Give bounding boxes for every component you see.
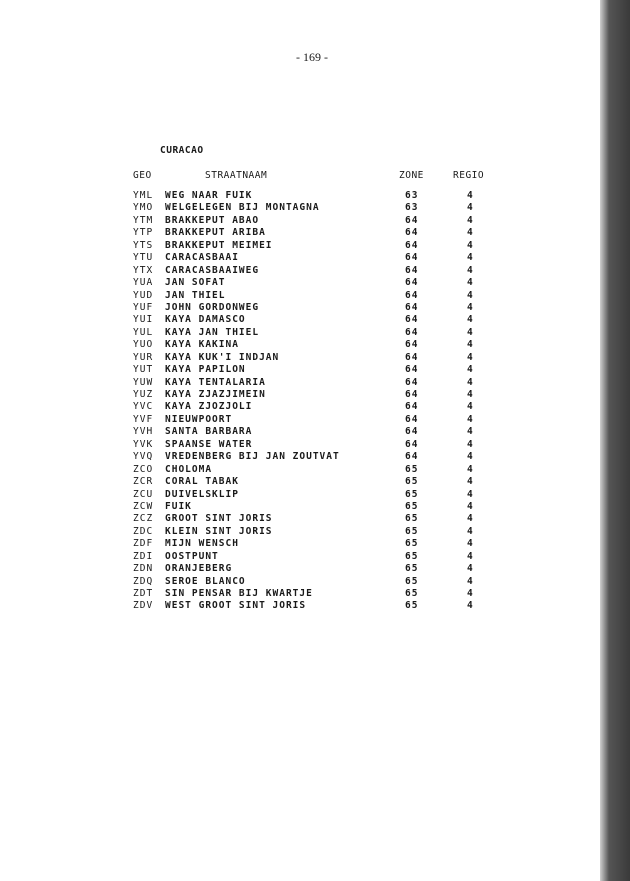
street-name: VREDENBERG BIJ JAN ZOUTVAT: [165, 451, 340, 463]
regio-value: 4: [467, 339, 474, 351]
zone-value: 64: [405, 252, 419, 264]
regio-value: 4: [467, 500, 474, 512]
regio-value: 4: [467, 401, 474, 413]
geo-code: YTX: [133, 264, 154, 276]
regio-value: 4: [467, 538, 474, 550]
street-name: SIN PENSAR BIJ KWARTJE: [165, 588, 313, 599]
geo-code: YMO: [133, 202, 154, 214]
zone-value: 65: [405, 476, 419, 488]
regio-value: 4: [467, 202, 474, 214]
regio-value: 4: [467, 190, 474, 201]
regio-value: 4: [467, 314, 474, 326]
regio-value: 4: [467, 252, 474, 264]
geo-code: YUT: [133, 364, 154, 376]
zone-value: 64: [405, 438, 419, 450]
zone-value: 64: [405, 326, 419, 338]
street-name: CARACASBAAI: [165, 252, 239, 264]
street-name: SEROE BLANCO: [165, 575, 246, 587]
zone-value: 65: [405, 500, 419, 512]
street-name: WEG NAAR FUIK: [165, 190, 253, 201]
street-name: ORANJEBERG: [165, 563, 233, 575]
zone-value: 63: [405, 202, 419, 214]
street-name: FUIK: [165, 500, 192, 512]
street-name: KAYA ZJAZJIMEIN: [165, 389, 266, 400]
header-geo: GEO: [133, 170, 152, 181]
regio-value: 4: [467, 550, 474, 562]
zone-value: 64: [405, 376, 419, 388]
regio-value: 4: [467, 476, 474, 488]
geo-code: YUO: [133, 339, 154, 351]
header-zone: ZONE: [399, 170, 424, 181]
zone-value: 64: [405, 314, 419, 326]
street-name: WELGELEGEN BIJ MONTAGNA: [165, 202, 320, 214]
street-name: CARACASBAAIWEG: [165, 264, 260, 276]
street-name: JOHN GORDONWEG: [165, 301, 260, 313]
header-straatnaam: STRAATNAAM: [205, 170, 268, 181]
regio-value: 4: [467, 376, 474, 388]
regio-value: 4: [467, 364, 474, 376]
geo-code: YTU: [133, 252, 154, 264]
geo-code: YML: [133, 190, 154, 201]
geo-code: YVF: [133, 413, 154, 425]
zone-value: 64: [405, 339, 419, 351]
regio-value: 4: [467, 513, 474, 525]
geo-code: ZDC: [133, 525, 154, 537]
geo-code: YUW: [133, 376, 154, 388]
street-name: KAYA DAMASCO: [165, 314, 246, 326]
zone-value: 65: [405, 600, 419, 612]
street-name: BRAKKEPUT MEIMEI: [165, 239, 273, 251]
street-name: CHOLOMA: [165, 463, 213, 475]
regio-value: 4: [467, 426, 474, 438]
geo-code: ZDN: [133, 563, 154, 575]
zone-value: 64: [405, 264, 419, 276]
street-name: KAYA PAPILON: [165, 364, 246, 376]
zone-value: 64: [405, 364, 419, 376]
zone-value: 64: [405, 351, 419, 363]
geo-code: YUA: [133, 277, 154, 289]
zone-value: 64: [405, 401, 419, 413]
regio-value: 4: [467, 588, 474, 599]
street-name: MIJN WENSCH: [165, 538, 239, 550]
geo-code: ZCR: [133, 476, 154, 488]
geo-code: ZDF: [133, 538, 154, 550]
zone-value: 65: [405, 513, 419, 525]
regio-value: 4: [467, 227, 474, 239]
street-name: JAN SOFAT: [165, 277, 226, 289]
regio-value: 4: [467, 239, 474, 251]
zone-value: 65: [405, 463, 419, 475]
street-name: SANTA BARBARA: [165, 426, 253, 438]
street-name: NIEUWPOORT: [165, 413, 233, 425]
header-regio: REGIO: [453, 170, 485, 181]
zone-value: 63: [405, 190, 419, 201]
regio-value: 4: [467, 264, 474, 276]
zone-value: 65: [405, 588, 419, 599]
geo-code: ZDQ: [133, 575, 154, 587]
zone-value: 65: [405, 575, 419, 587]
street-name: OOSTPUNT: [165, 550, 219, 562]
street-name: KAYA JAN THIEL: [165, 326, 260, 338]
geo-code: ZCU: [133, 488, 154, 500]
geo-code: YVK: [133, 438, 154, 450]
zone-value: 64: [405, 389, 419, 400]
regio-value: 4: [467, 326, 474, 338]
regio-value: 4: [467, 600, 474, 612]
zone-value: 65: [405, 563, 419, 575]
zone-value: 64: [405, 301, 419, 313]
regio-value: 4: [467, 277, 474, 289]
geo-code: ZCW: [133, 500, 154, 512]
zone-value: 64: [405, 227, 419, 239]
geo-code: YUF: [133, 301, 154, 313]
geo-code: ZDT: [133, 588, 154, 599]
street-name: GROOT SINT JORIS: [165, 513, 273, 525]
regio-value: 4: [467, 413, 474, 425]
street-name: KAYA TENTALARIA: [165, 376, 266, 388]
geo-code: YUD: [133, 289, 154, 301]
zone-value: 64: [405, 239, 419, 251]
geo-code: YTM: [133, 214, 154, 226]
geo-code: ZDI: [133, 550, 154, 562]
geo-code: YTS: [133, 239, 154, 251]
zone-value: 65: [405, 488, 419, 500]
zone-value: 64: [405, 214, 419, 226]
street-name: KLEIN SINT JORIS: [165, 525, 273, 537]
regio-value: 4: [467, 488, 474, 500]
geo-code: YVQ: [133, 451, 154, 463]
zone-value: 64: [405, 289, 419, 301]
geo-code: YVH: [133, 426, 154, 438]
street-name: BRAKKEPUT ARIBA: [165, 227, 266, 239]
street-name: CORAL TABAK: [165, 476, 239, 488]
zone-value: 64: [405, 426, 419, 438]
regio-value: 4: [467, 575, 474, 587]
geo-code: YUR: [133, 351, 154, 363]
page-number: - 169 -: [296, 50, 328, 64]
geo-code: ZCZ: [133, 513, 154, 525]
zone-value: 64: [405, 277, 419, 289]
geo-code: YTP: [133, 227, 154, 239]
zone-value: 65: [405, 525, 419, 537]
street-name: KAYA ZJOZJOLI: [165, 401, 253, 413]
street-name: BRAKKEPUT ABAO: [165, 214, 260, 226]
place-heading: CURACAO: [160, 145, 204, 156]
regio-value: 4: [467, 389, 474, 400]
regio-value: 4: [467, 301, 474, 313]
geo-code: YVC: [133, 401, 154, 413]
zone-value: 65: [405, 550, 419, 562]
street-name: KAYA KAKINA: [165, 339, 239, 351]
zone-value: 64: [405, 451, 419, 463]
regio-value: 4: [467, 451, 474, 463]
regio-value: 4: [467, 351, 474, 363]
street-name: JAN THIEL: [165, 289, 226, 301]
scan-edge-shadow: [600, 0, 630, 881]
geo-code: YUL: [133, 326, 154, 338]
street-name: SPAANSE WATER: [165, 438, 253, 450]
regio-value: 4: [467, 289, 474, 301]
regio-value: 4: [467, 563, 474, 575]
regio-value: 4: [467, 214, 474, 226]
zone-value: 64: [405, 413, 419, 425]
zone-value: 65: [405, 538, 419, 550]
geo-code: ZDV: [133, 600, 154, 612]
street-name: KAYA KUK'I INDJAN: [165, 351, 280, 363]
regio-value: 4: [467, 463, 474, 475]
regio-value: 4: [467, 525, 474, 537]
regio-value: 4: [467, 438, 474, 450]
street-name: DUIVELSKLIP: [165, 488, 239, 500]
street-name: WEST GROOT SINT JORIS: [165, 600, 307, 612]
geo-code: ZCO: [133, 463, 154, 475]
geo-code: YUI: [133, 314, 154, 326]
geo-code: YUZ: [133, 389, 154, 400]
